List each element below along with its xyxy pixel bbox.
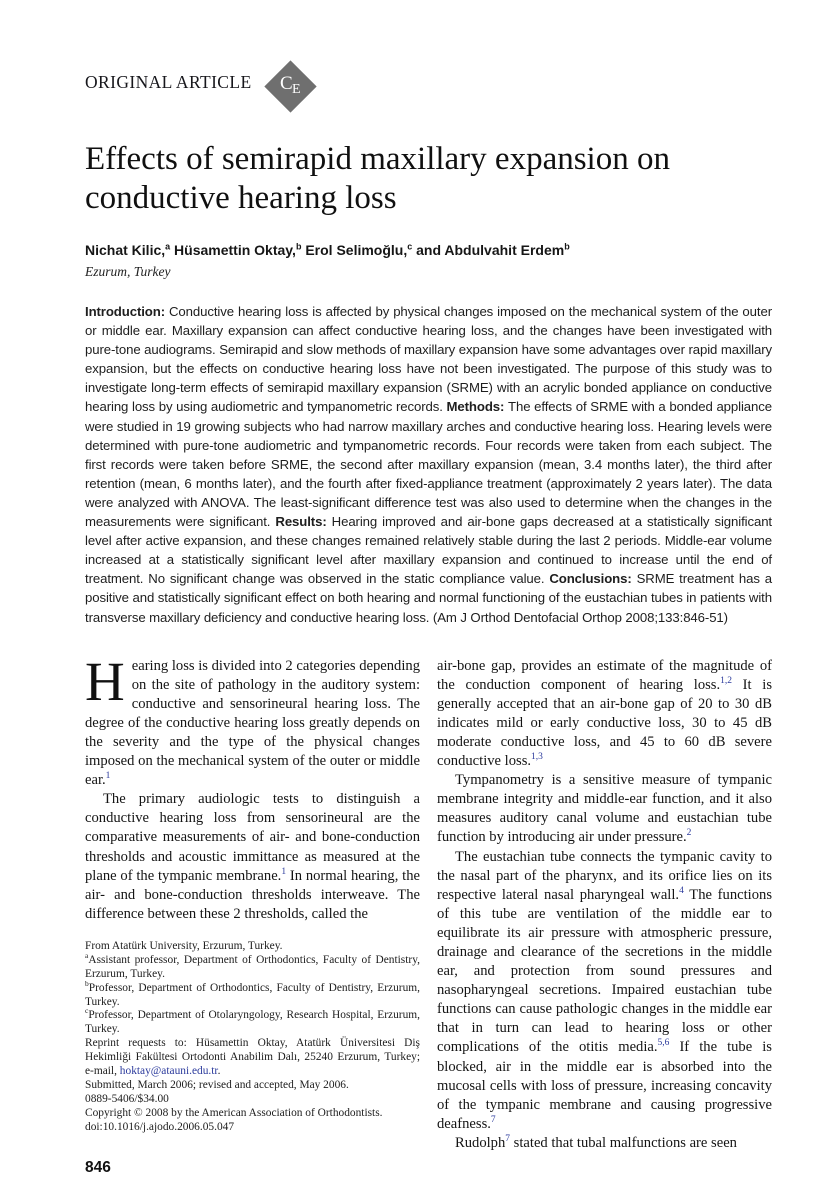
right-column	[437, 657, 772, 1177]
reference-superscript: 4	[679, 885, 684, 896]
body-paragraph: Rudolph$^7$ stated that tubal malfunctions are seen	[455, 1134, 737, 1151]
footnote-line: doi:10.1016/j.ajodo.2006.05.047	[85, 1120, 235, 1133]
article-header	[85, 54, 772, 110]
reference-superscript: 1	[105, 771, 111, 782]
article-title: Effects of semirapid maxillary expansion on conductive hearing loss	[85, 141, 670, 216]
right-column-paragraphs	[437, 657, 772, 1153]
reference-superscript: 1	[281, 866, 287, 877]
reference-superscript: 7	[505, 1134, 511, 1145]
dropcap-letter: H	[85, 650, 125, 712]
footnote-line: Copyright © 2008 by the American Association of Orthodontists.	[85, 1106, 383, 1119]
reference-superscript: 1,3	[531, 752, 543, 763]
left-column-paragraphs	[85, 650, 420, 924]
reference-superscript: 5,6	[657, 1038, 670, 1049]
footnote-line: $^c$Professor, Department of Otolaryngology, Research Hospital, Erzurum, Turkey.	[85, 1006, 420, 1036]
reference-superscript: 7	[490, 1114, 496, 1125]
footnote-line: From Atatürk University, Erzurum, Turkey.	[85, 939, 283, 952]
reference-superscript: 2	[686, 828, 692, 839]
footnote-line: 0889-5406/$34.00	[85, 1092, 169, 1105]
body-paragraph: The eustachian tube connects the tympanic cavity to the nasal part of the pharynx, and its orifice lies on its respective lateral nasal pharyngeal wall.$^4$ The functions of this tube are ventilation of the middle ear to equilibrate its air pressure with atmospheric pressure, drainage and clearance of the secretions in the middle ear, and protection from sound pressures and nasopharyngeal secretions. Impaired eustachian tube functions can cause pathologic changes in the middle ear that in turn can lead to hearing loss or other complications of the otitis media.$^{5,6}$ If the tube is blocked, air in the middle ear is absorbed into the mucosal cells with loss of pressure, increasing concavity of the tympanic membrane and causing progressive deafness.$^7$	[437, 848, 772, 1132]
body-paragraph: Tympanometry is a sensitive measure of tympanic membrane integrity and middle-ear function, and it also measures auditory canal volume and eustachian tube function by introducing air under pressure.$^2$	[437, 772, 772, 846]
article-type-label: ORIGINAL ARTICLE	[85, 71, 252, 92]
affiliation-line: Ezurum, Turkey	[85, 264, 171, 279]
authors-line: Nichat Kilic,$^a$ Hüsamettin Oktay,$^b$ Erol Selimoğlu,$^c$ and Abdulvahit Erdem$^b$	[85, 241, 570, 258]
ce-credit-icon-letters: C E	[279, 72, 301, 97]
body-paragraph: air-bone gap, provides an estimate of the magnitude of the conduction component of hearing loss.$^{1,2}$ It is generally accepted that an air-bone gap of 20 to 30 dB indicates mild or early conductive loss, 30 to 45 dB moderate conductive loss, and 45 to 60 dB severe conductive loss.$^{1,3}$	[437, 657, 772, 770]
abstract: Introduction: Conductive hearing loss is affected by physical changes imposed on the mechanical system of the outer or middle ear. Maxillary expansion can affect conductive hearing loss, and the changes have been investigated with pure-tone audiograms. Semirapid and slow methods of maxillary expansion have some advantages over rapid maxillary expansion, but the effects on conductive hearing loss have not been investigated. The purpose of this study was to investigate long-term effects of semirapid maxillary expansion (SRME) with an acrylic bonded appliance on conductive hearing loss by using audiometric and tympanometric records. Methods: The effects of SRME with a bonded appliance were studied in 19 growing subjects who had narrow maxillary arches and conductive hearing loss. Hearing levels were determined with pure-tone audiometric and tympanometric records. Four records were taken from each subject. The first records were taken before SRME, the second after maxillary expansion (mean, 3.4 months later), the third after retention (mean, 6 months later), and the fourth after fixed-appliance treatment (approximately 2 years later). The data were analyzed with ANOVA. The least-significant difference test was also used to determine when the changes in the measurements were significant. Results: Hearing improved and air-bone gaps decreased at a statistically significant level after active expansion, and these changes remained relatively stable during the last 2 periods. Middle-ear volume increased at a statistically significant level after maxillary expansion and continued to increase until the end of treatment. No significant change was observed in the static compliance value. Conclusions: SRME treatment has a positive and statistically significant effect on both hearing and normal functioning of the eustachian tubes in patients with transverse maxillary deficiency and conductive hearing loss. (Am J Orthod Dentofacial Orthop 2008;133:846-51)	[85, 304, 773, 625]
footnote-line: Submitted, March 2006; revised and accepted, May 2006.	[85, 1078, 349, 1091]
reference-superscript: 1,2	[720, 675, 733, 686]
body-paragraph: The primary audiologic tests to distinguish a conductive hearing loss from sensorineural are the comparative measurements of air- and bone-conduction thresholds and acoustic immittance as measured at the plane of the tympanic membrane.$^1$ In normal hearing, the air- and bone-conduction thresholds interweave. The difference between these 2 thresholds, called the	[85, 791, 420, 922]
footnotes	[85, 940, 420, 1135]
footnote-line: $^a$Assistant professor, Department of Orthodontics, Faculty of Dentistry, Erzurum, Turkey.	[85, 951, 420, 980]
ce-credit-icon	[264, 60, 316, 112]
body-paragraph: Hearing loss is divided into 2 categories depending on the site of pathology in the auditory system: conductive and sensorineural hearing loss. The degree of the conductive hearing loss greatly depends on the severity and the type of the physical changes imposed on the mechanical system of the outer or middle ear.$^1$	[85, 650, 420, 789]
body-columns	[85, 650, 772, 1177]
page-number: 846	[85, 1158, 111, 1176]
email-link[interactable]: hoktay@atauni.edu.tr	[119, 1065, 218, 1078]
footnote-line: $^b$Professor, Department of Orthodontics, Faculty of Dentistry, Erzurum, Turkey.	[85, 978, 420, 1008]
footnote-line: Reprint requests to: Hüsamettin Oktay, Atatürk Üniversitesi Diş Hekimliği Fakültesi Ortodonti Anabilim Dalı, 25240 Erzurum, Turkey; e-mail, hoktay@atauni.edu.tr.	[85, 1037, 420, 1078]
left-column	[85, 650, 420, 1177]
